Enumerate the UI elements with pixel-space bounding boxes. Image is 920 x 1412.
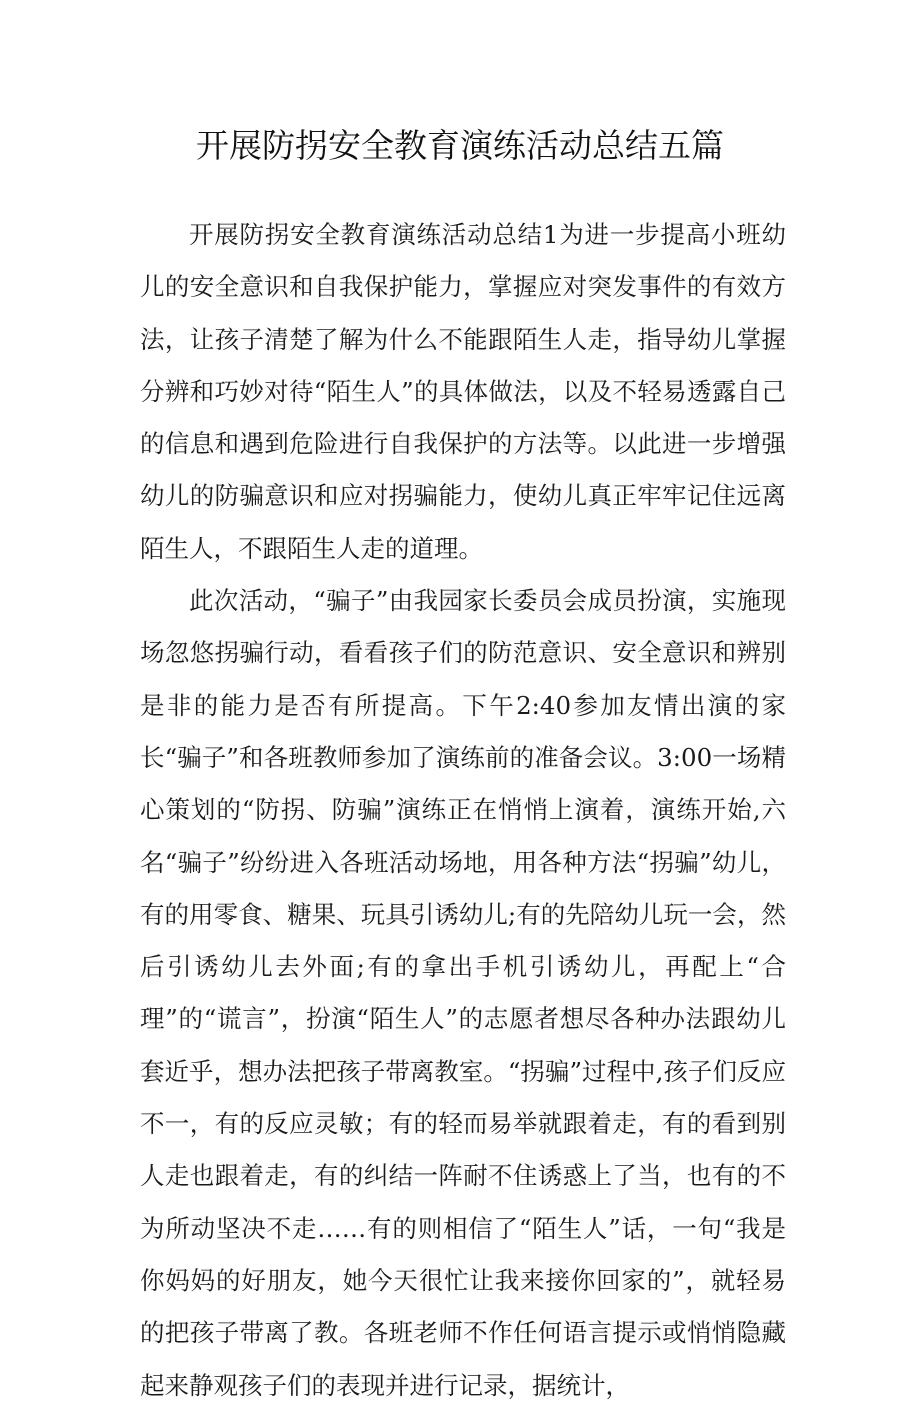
document-title: 开展防拐安全教育演练活动总结五篇	[196, 126, 724, 165]
document-body	[140, 209, 786, 1412]
paragraph-2: 此次活动，“骗子”由我园家长委员会成员扮演，实施现场忽悠拐骗行动，看看孩子们的防范意识、安全意识和辨别是非的能力是否有所提高。下午2:40参加友情出演的家长“骗子”和各班教师参加了演练前的准备会议。3:00一场精心策划的“防拐、防骗”演练正在悄悄上演着，演练开始,六名“骗子”纷纷进入各班活动场地，用各种方法“拐骗”幼儿，有的用零食、糖果、玩具引诱幼儿;有的先陪幼儿玩一会，然后引诱幼儿去外面;有的拿出手机引诱幼儿，再配上“合理”的“谎言”，扮演“陌生人”的志愿者想尽各种办法跟幼儿套近乎，想办法把孩子带离教室。“拐骗”过程中,孩子们反应不一，有的反应灵敏；有的轻而易举就跟着走，有的看到别人走也跟着走，有的纠结一阵耐不住诱惑上了当，也有的不为所动坚决不走……有的则相信了“陌生人”话，一句“我是你妈妈的好朋友，她今天很忙让我来接你回家的”，就轻易的把孩子带离了教。各班老师不作任何语言提示或悄悄隐藏起来静观孩子们的表现并进行记录，据统计，	[140, 586, 786, 1400]
paragraph-1: 开展防拐安全教育演练活动总结1为进一步提高小班幼儿的安全意识和自我保护能力，掌握应对突发事件的有效方法，让孩子清楚了解为什么不能跟陌生人走，指导幼儿掌握分辨和巧妙对待“陌生人”的具体做法，以及不轻易透露自己的信息和遇到危险进行自我保护的方法等。以此进一步增强幼儿的防骗意识和应对拐骗能力，使幼儿真正牢牢记住远离陌生人，不跟陌生人走的道理。	[140, 220, 786, 563]
